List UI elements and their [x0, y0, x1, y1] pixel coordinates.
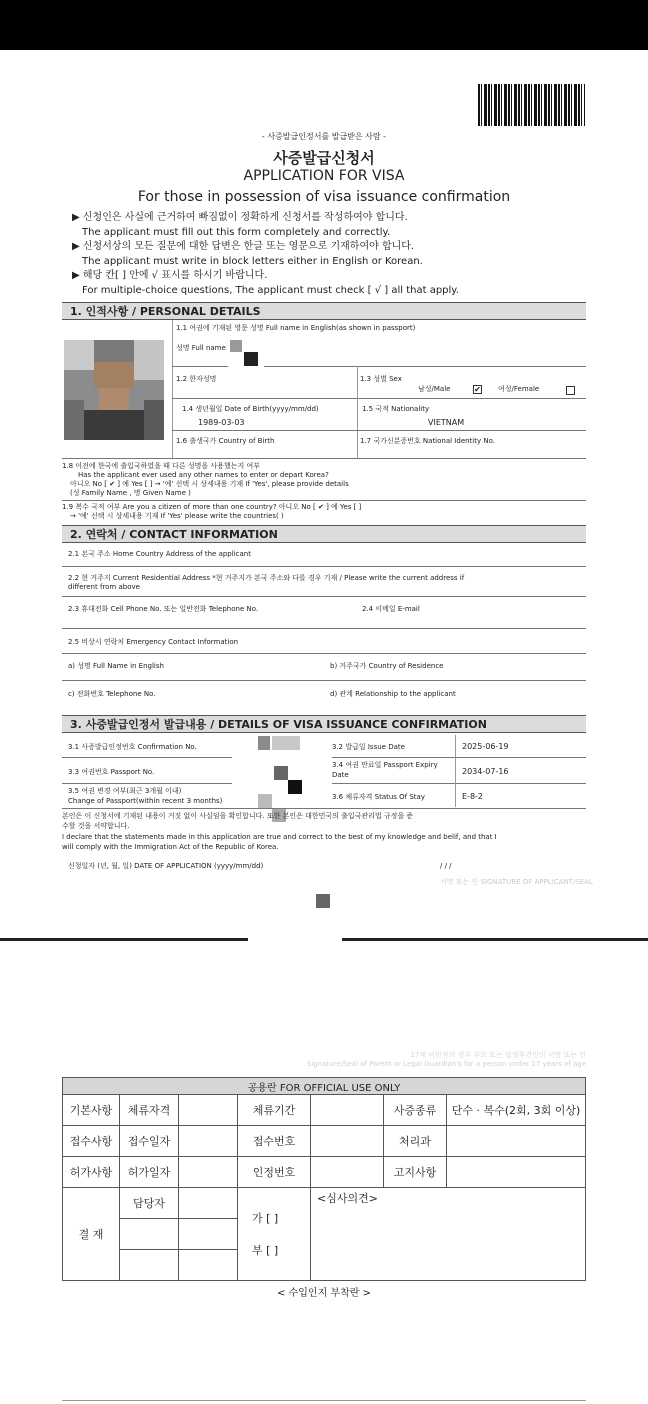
- field-2-3: 2.3 휴대전화 Cell Phone No. 또는 일반전화 Telephone No.: [68, 605, 259, 613]
- table-cell: [311, 1157, 384, 1188]
- table-cell: [179, 1188, 238, 1219]
- sex-female-label: 여성/Female: [498, 385, 540, 393]
- table-row: [63, 1157, 586, 1188]
- form-subtitle: - 사증발급인정서를 발급받은 사람 -: [261, 132, 387, 141]
- field-1-5: 1.5 국적 Nationality: [362, 405, 430, 413]
- field-2-5b: b) 거주국가 Country of Residence: [330, 662, 444, 670]
- table-cell: 체류자격: [120, 1095, 179, 1126]
- field-1-8c: 아니오 No [ ✔ ] 예 Yes [ ] → '예' 선택 시 상세내용 기재 If 'Yes', please provide details: [70, 480, 349, 488]
- field-3-5b: Change of Passport(within recent 3 months): [68, 797, 223, 805]
- instruction-3: ▶ 신청서상의 모든 질문에 대한 답변은 한글 또는 영문으로 기재하여야 합니다.: [72, 241, 415, 252]
- signature-label: 서명 또는 인 SIGNATURE OF APPLICANT/SEAL: [440, 878, 593, 886]
- form-title-en: APPLICATION FOR VISA: [243, 168, 405, 184]
- section1-header: 1. 인적사항 / PERSONAL DETAILS: [62, 302, 586, 320]
- field-2-1: 2.1 본국 주소 Home Country Address of the applicant: [68, 550, 251, 558]
- redaction: [272, 736, 300, 750]
- expiry-date-value: 2034-07-16: [462, 767, 509, 776]
- field-2-4: 2.4 이메일 E-mail: [362, 605, 420, 613]
- review-opinion: [311, 1188, 586, 1281]
- official-use-table: [62, 1077, 586, 1281]
- table-cell: 접수번호: [238, 1126, 311, 1157]
- in-charge-label: 담당자: [120, 1188, 179, 1219]
- field-2-2a: 2.2 현 거주지 Current Residential Address *현 거주지가 본국 주소와 다를 경우 기재 / Please write the current address if: [68, 574, 465, 582]
- review-label: <심사의견>: [317, 1192, 378, 1205]
- table-cell: [179, 1126, 238, 1157]
- field-1-6: 1.6 출생국가 Country of Birth: [176, 437, 275, 445]
- field-1-8a: 1.8 이전에 한국에 출입국하였을 때 다른 성명을 사용했는지 여부: [62, 462, 260, 470]
- redaction: [230, 340, 242, 352]
- field-2-2b: different from above: [68, 583, 140, 591]
- table-row: [63, 1095, 586, 1126]
- table-cell: [447, 1126, 586, 1157]
- guardian-label-en: Signature/Seal of Parent or Legal Guardian's for a person under 17 years of age: [306, 1060, 586, 1068]
- instruction-2: The applicant must fill out this form completely and correctly.: [82, 227, 391, 238]
- divider: [62, 628, 586, 629]
- table-cell: 사증종류: [384, 1095, 447, 1126]
- page-separator: [342, 938, 648, 941]
- reject-label: 부 [ ]: [252, 1244, 279, 1257]
- field-3-1: 3.1 사증발급인정번호 Confirmation No.: [68, 743, 197, 751]
- divider: [62, 596, 586, 597]
- field-1-4: 1.4 생년월일 Date of Birth(yyyy/mm/dd): [182, 405, 319, 413]
- page-separator: [0, 938, 248, 941]
- guardian-label-ko: 17세 미만자의 경우 부모 또는 법정후견인의 서명 또는 인: [410, 1051, 586, 1059]
- table-cell: [179, 1095, 238, 1126]
- declaration-ko-2: 수할 것을 서약합니다.: [62, 822, 130, 830]
- stamp-label: < 수입인지 부착란 >: [277, 1288, 371, 1299]
- table-cell: [179, 1219, 238, 1250]
- table-cell: 허가사항: [63, 1157, 120, 1188]
- table-cell: 고지사항: [384, 1157, 447, 1188]
- section2-header: 2. 연락처 / CONTACT INFORMATION: [62, 525, 586, 543]
- divider: [455, 735, 456, 807]
- divider: [62, 500, 586, 501]
- table-cell: [179, 1157, 238, 1188]
- field-3-6: 3.6 체류자격 Status Of Stay: [332, 793, 425, 801]
- table-row: [63, 1126, 586, 1157]
- field-2-5d: d) 관계 Relationship to the applicant: [330, 690, 456, 698]
- table-cell: 처리과: [384, 1126, 447, 1157]
- field-3-5a: 3.5 여권 변경 여부(최근 3개월 이내): [68, 787, 182, 795]
- declaration-en-2: will comply with the Immigration Act of the Republic of Korea.: [62, 843, 279, 851]
- table-cell: 인정번호: [238, 1157, 311, 1188]
- field-1-1-sub: 성명 Full name: [176, 344, 226, 352]
- field-1-3: 1.3 성별 Sex: [360, 375, 402, 383]
- divider: [62, 680, 586, 681]
- top-black-bar: [0, 0, 648, 50]
- field-3-2: 3.2 발급일 Issue Date: [332, 743, 405, 751]
- field-1-9a: 1.9 복수 국적 여부 Are you a citizen of more than one country? 아니오 No [ ✔ ] 예 Yes [ ]: [62, 503, 362, 511]
- approve-label: 가 [ ]: [252, 1212, 279, 1225]
- redaction: [274, 766, 288, 780]
- redaction: [316, 894, 330, 908]
- table-cell: 체류기간: [238, 1095, 311, 1126]
- table-row: [63, 1188, 586, 1219]
- field-1-8b: Has the applicant ever used any other names to enter or depart Korea?: [78, 471, 329, 479]
- redaction: [258, 794, 272, 808]
- application-date-slashes: / / /: [440, 862, 452, 870]
- official-use-title: 공용란 FOR OFFICIAL USE ONLY: [63, 1078, 586, 1095]
- section3-header: 3. 사증발급인정서 발급내용 / DETAILS OF VISA ISSUANCE CONFIRMATION: [62, 715, 586, 733]
- application-date-label: 신청일자 (년, 월, 일) DATE OF APPLICATION (yyyy/mm/dd): [68, 862, 264, 870]
- instruction-1: ▶ 신청인은 사실에 근거하여 빠짐없이 정확하게 신청서를 작성하여야 합니다.: [72, 212, 408, 223]
- field-1-8d: (성 Family Name , 명 Given Name ): [70, 489, 191, 497]
- table-cell: 접수사항: [63, 1126, 120, 1157]
- divider: [62, 566, 586, 567]
- divider: [62, 653, 586, 654]
- table-cell: [120, 1219, 179, 1250]
- field-1-1: 1.1 여권에 기재된 영문 성명 Full name in English(as shown in passport): [176, 324, 416, 332]
- status-value: E-8-2: [462, 792, 484, 801]
- divider: [172, 320, 173, 458]
- divider: [62, 808, 586, 809]
- table-cell: 단수 · 복수(2회, 3회 이상): [447, 1095, 586, 1126]
- table-cell: [311, 1095, 384, 1126]
- instruction-4: The applicant must write in block letters either in English or Korean.: [82, 256, 423, 267]
- instruction-5: ▶ 해당 칸[ ] 안에 √ 표시를 하시기 바랍니다.: [72, 270, 268, 281]
- field-1-2: 1.2 한자성명: [176, 375, 217, 383]
- instruction-6: For multiple-choice questions, The applicant must check [ √ ] all that apply.: [82, 285, 459, 296]
- field-3-4a: 3.4 여권 만료일 Passport Expiry: [332, 761, 438, 769]
- field-2-5a: a) 성명 Full Name in English: [68, 662, 164, 670]
- declaration-en-1: I declare that the statements made in this application are true and correct to the best of my knowledge and belif, and that I: [62, 833, 497, 841]
- issue-date-value: 2025-06-19: [462, 742, 509, 751]
- field-3-3: 3.3 여권번호 Passport No.: [68, 768, 155, 776]
- table-cell: [120, 1250, 179, 1281]
- table-cell: [179, 1250, 238, 1281]
- field-2-5c: c) 전화번호 Telephone No.: [68, 690, 156, 698]
- field-1-9b: → '예' 선택 시 상세내용 기재 If 'Yes' please write the countries( ): [70, 512, 284, 520]
- nationality-value: VIETNAM: [428, 418, 465, 427]
- declaration-ko-1: 본인은 이 신청서에 기재된 내용이 거짓 없이 사실임을 확인합니다. 또한 본인은 대한민국의 출입국관리법 규정을 준: [62, 812, 414, 820]
- field-3-4b: Date: [332, 771, 349, 779]
- sex-male-checkbox[interactable]: ✔: [474, 385, 481, 394]
- barcode: [478, 84, 585, 126]
- form-title-ko: 사증발급신청서: [273, 149, 375, 167]
- sex-male-label: 남성/Male: [418, 385, 451, 393]
- table-cell: [447, 1157, 586, 1188]
- bottom-border: [62, 1400, 586, 1401]
- divider: [62, 458, 586, 459]
- table-cell: 접수일자: [120, 1126, 179, 1157]
- divider: [172, 398, 586, 399]
- divider: [172, 430, 586, 431]
- table-cell: [311, 1126, 384, 1157]
- divider: [357, 366, 358, 458]
- table-cell: 기본사항: [63, 1095, 120, 1126]
- table-cell: 허가일자: [120, 1157, 179, 1188]
- approval-decision: [238, 1188, 311, 1281]
- applicant-photo: [64, 340, 164, 440]
- approval-label: 결 재: [63, 1188, 120, 1281]
- dob-value: 1989-03-03: [198, 418, 245, 427]
- field-2-5: 2.5 비상시 연락처 Emergency Contact Information: [68, 638, 239, 646]
- redaction: [244, 352, 258, 366]
- redaction: [258, 736, 270, 750]
- sex-female-checkbox[interactable]: [566, 386, 575, 395]
- redaction: [288, 780, 302, 794]
- form-title-en2: For those in possession of visa issuance confirmation: [137, 189, 511, 205]
- field-1-7: 1.7 국가신분증번호 National Identity No.: [360, 437, 495, 445]
